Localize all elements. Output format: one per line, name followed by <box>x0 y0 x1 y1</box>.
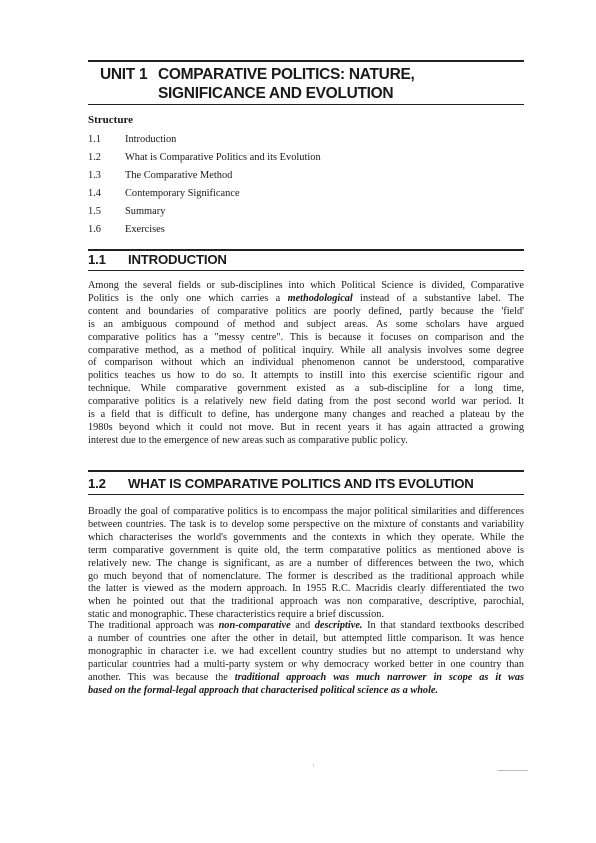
paragraph-line: interest due to the emergence of new areas such as comparative public policy. <box>88 434 408 446</box>
structure-item-number: 1.4 <box>88 188 101 200</box>
structure-item-number: 1.2 <box>88 152 101 164</box>
paragraph-line: the latter is viewed as the modern approach. In 1955 R.C. Macridis clearly differentiated the two <box>88 583 524 595</box>
unit-title-line2: SIGNIFICANCE AND EVOLUTION <box>158 85 394 102</box>
paragraph-line: between countries. The task is to develop some perspective on the mixture of constants and variability <box>88 518 524 530</box>
paragraph-line: comparative method, as a method of political inquiry. While all analysis involves some degree <box>88 344 524 356</box>
section-1-title: INTRODUCTION <box>128 252 227 267</box>
section-1-top-rule <box>88 249 524 251</box>
structure-item <box>88 205 321 223</box>
paragraph-line: The traditional approach was non-comparative and descriptive. In that standard textbooks described <box>88 620 524 631</box>
paragraph-line: particular countries had a multi-party system or why democracy worked better in one country than <box>88 658 524 670</box>
structure-item-label: Exercises <box>125 224 165 236</box>
unit-title <box>100 65 520 103</box>
structure-item <box>88 223 321 241</box>
paragraph-line: go much beyond that of nomenclature. The former is described as the traditional approach while <box>88 570 524 582</box>
paragraph-line: term comparative government is quite old, the term comparative politics as mentioned above is <box>88 544 524 556</box>
structure-item <box>88 187 321 205</box>
paragraph-line: is a field that is difficult to define, has undergone many changes and reached a plateau by the <box>88 409 524 421</box>
title-bottom-rule <box>88 104 524 105</box>
structure-item <box>88 133 321 151</box>
paragraph-line: technique. While comparative government existed as a sub-discipline for a long time, <box>88 383 524 395</box>
section-1-bottom-rule <box>88 270 524 271</box>
structure-item-number: 1.5 <box>88 206 101 218</box>
paragraph-line: is an ambiguous compound of method and subject areas. As some scholars have argued <box>88 318 524 330</box>
paragraph-line: of comparison without which an individual phenomenon cannot be understood, comparative <box>88 357 524 369</box>
section-2-bottom-rule <box>88 494 524 495</box>
section-2-paragraph-2 <box>88 620 524 697</box>
paragraph-line: politics teaches us how to do so. It attempts to instill into this exercise scientific rigour and <box>88 370 524 382</box>
structure-item <box>88 151 321 169</box>
paragraph-line: another. This was because the traditional approach was much narrower in scope as it was <box>88 671 524 683</box>
paragraph-line: static and monographic. These characteristics require a brief discussion. <box>88 609 385 621</box>
section-2-paragraph-1 <box>88 506 524 622</box>
structure-item-number: 1.3 <box>88 170 101 182</box>
section-2-number: 1.2 <box>88 476 106 491</box>
section-2-heading <box>88 476 474 491</box>
paragraph-line: relatively new. The change is significant, as are a number of differences between the two, which <box>88 557 524 569</box>
section-2-title: WHAT IS COMPARATIVE POLITICS AND ITS EVOLUTION <box>128 476 474 491</box>
unit-number: UNIT 1 <box>100 66 148 83</box>
structure-item-label: Introduction <box>125 134 177 145</box>
structure-list <box>88 133 321 242</box>
structure-item-label: What is Comparative Politics and its Evolution <box>125 152 321 164</box>
section-1-number: 1.1 <box>88 252 106 267</box>
paragraph-line: based on the formal-legal approach that characterised political science as a whole. <box>88 684 439 696</box>
paragraph-line: Among the several fields or sub-disciplines into which Political Science is divided, Comparative <box>88 280 524 291</box>
structure-item-label: Summary <box>125 206 166 218</box>
paragraph-line: Politics is the only one which carries a methodological instead of a substantive label. The <box>88 292 524 304</box>
structure-heading: Structure <box>88 114 134 126</box>
structure-item-label: Contemporary Significance <box>125 188 240 200</box>
paragraph-line: a number of countries one after the other in detail, but attempted little comparison. It was hence <box>88 632 524 644</box>
scan-line-bottom <box>498 770 528 771</box>
structure-item <box>88 169 321 187</box>
scan-mark: · <box>312 760 315 770</box>
structure-item-number: 1.1 <box>88 134 101 145</box>
paragraph-line: comparative politics is a relatively new field dating from the post second world war period. It <box>88 396 524 408</box>
section-2-top-rule <box>88 470 524 472</box>
paragraph-line: content and boundaries of comparative politics are poorly defined, partly because the 'field' <box>88 305 524 317</box>
structure-item-number: 1.6 <box>88 224 101 236</box>
paragraph-line: when he pointed out that the traditional approach was non comparative, descriptive, parochial, <box>88 596 524 608</box>
paragraph-line: Broadly the goal of comparative politics is to encompass the major political similarities and differences <box>88 506 524 517</box>
section-1-heading <box>88 252 227 267</box>
paragraph-line: which characterises the world's governments and the contexts in which they operate. While the <box>88 531 524 543</box>
structure-item-label: The Comparative Method <box>125 170 233 182</box>
paragraph-line: monographic in character i.e. we had excellent country studies but no attempt to understand why <box>88 645 524 657</box>
paragraph-line: 1980s beyond which it could not move. But in recent years it has again attracted a growing <box>88 421 524 433</box>
top-rule <box>88 60 524 62</box>
section-1-paragraph <box>88 280 524 448</box>
unit-title-line1: COMPARATIVE POLITICS: NATURE, <box>158 66 415 83</box>
paragraph-line: comparative politics has a "messy centre". This is because it focuses on comparison and the <box>88 331 524 343</box>
